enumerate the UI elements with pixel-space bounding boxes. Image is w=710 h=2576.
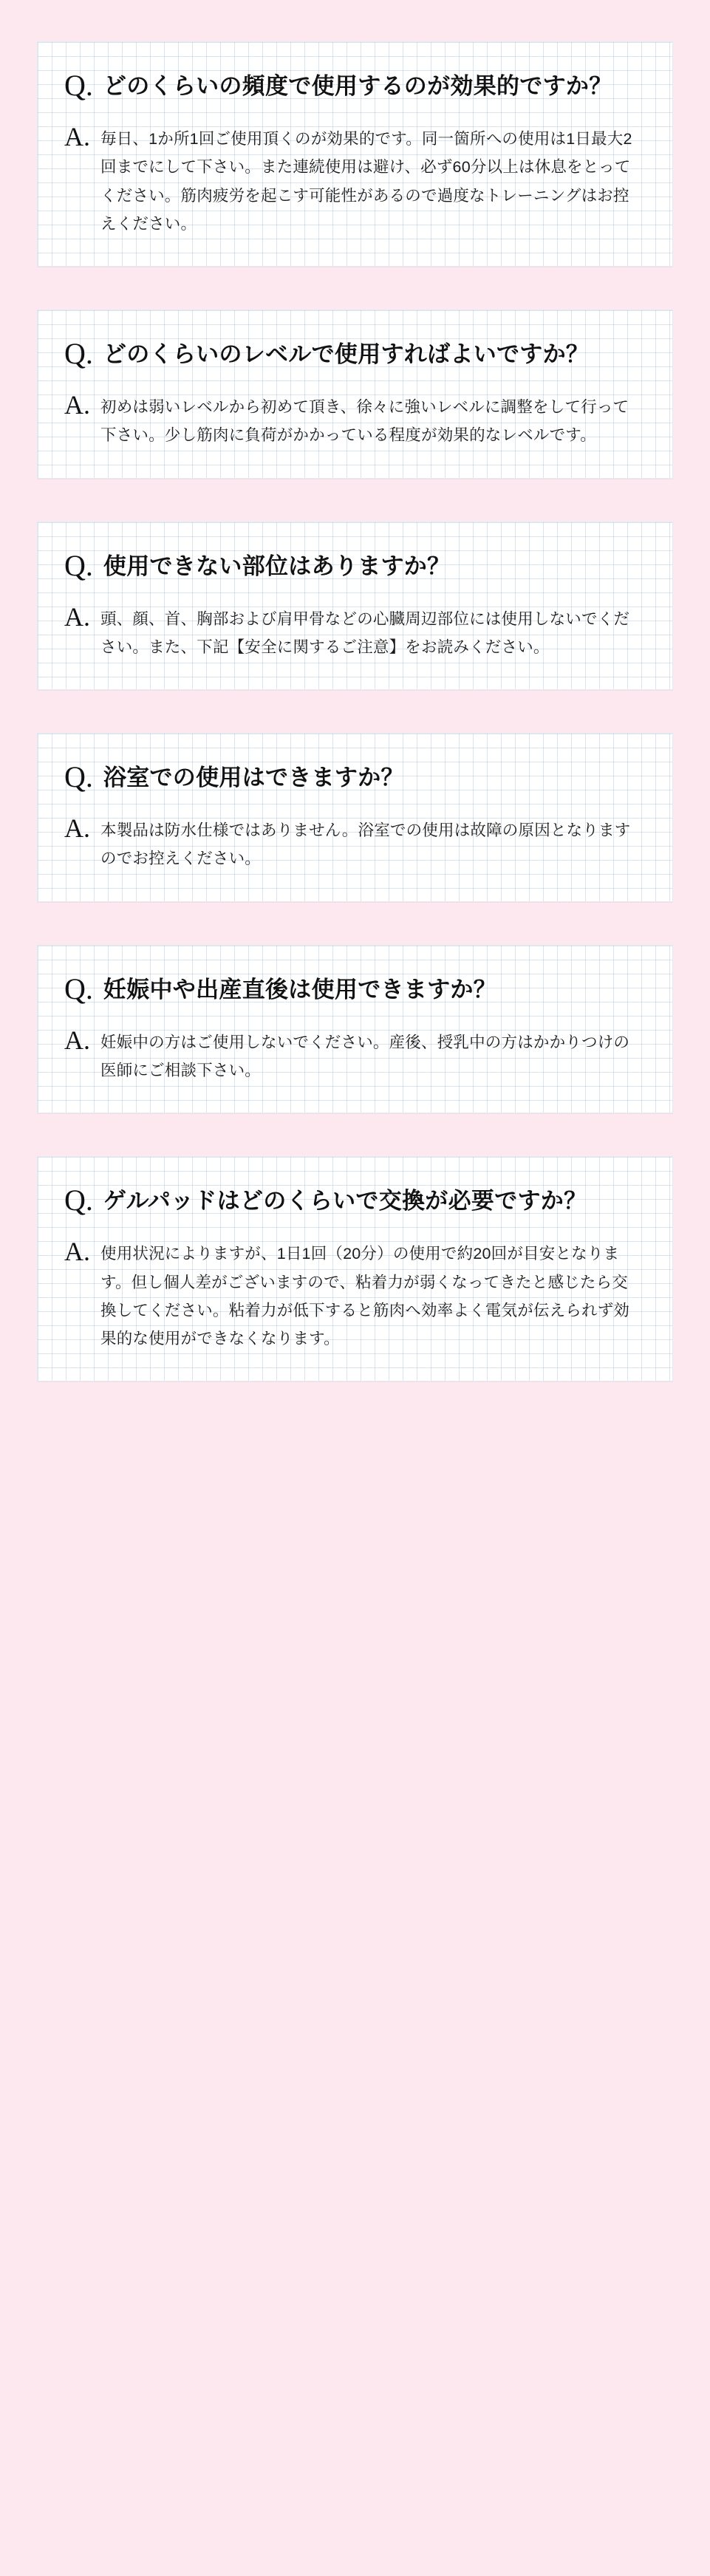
answer-marker: A. <box>64 390 90 420</box>
question-marker: Q. <box>64 69 93 102</box>
question-marker: Q. <box>64 337 93 371</box>
faq-item <box>37 945 673 1114</box>
question-text: 妊娠中や出産直後は使用できますか？ <box>103 976 496 1002</box>
faq-item <box>37 733 673 902</box>
question-marker: Q. <box>64 1183 93 1217</box>
answer-text: 初めは弱いレベルから初めて頂き、徐々に強いレベルに調整をして行って下さい。少し筋肉に負荷がかかっている程度が効果的なレベルです。 <box>100 398 629 445</box>
answer-text: 使用状況によりますが、1日1回（20分）の使用で約20回が目安となります。但し個人差がございますので、粘着力が弱くなってきたと感じたら交換してください。粘着力が低下すると筋肉へ効率よく電気が伝えられず効果的な使用ができなくなります。 <box>100 1245 630 1348</box>
answer-marker: A. <box>64 1025 90 1055</box>
answer-text: 頭、顔、首、胸部および肩甲骨などの心臓周辺部位には使用しないでください。また、下記【安全に関するご注意】をお読みください。 <box>100 609 630 656</box>
answer-text: 毎日、1か所1回ご使用頂くのが効果的です。同一箇所への使用は1日最大2回までにして下さい。また連続使用は避け、必ず60分以上は休息をとってください。筋肉疲労を起こす可能性があるので過度なトレーニングはお控えください。 <box>100 130 632 233</box>
question-marker: Q. <box>64 548 93 582</box>
faq-list <box>37 41 673 1381</box>
faq-item <box>37 1156 673 1381</box>
answer-row <box>64 120 643 238</box>
question-row <box>64 759 643 794</box>
question-row <box>64 971 643 1006</box>
answer-text: 本製品は防水仕様ではありません。浴室での使用は故障の原因となりますのでお控えください。 <box>100 821 631 868</box>
answer-marker: A. <box>64 122 90 152</box>
question-row <box>64 335 643 371</box>
question-text: 使用できない部位はありますか？ <box>103 553 451 579</box>
question-row <box>64 67 643 103</box>
answer-text: 妊娠中の方はご使用しないでください。産後、授乳中の方はかかりつけの医師にご相談下さい。 <box>100 1033 630 1079</box>
faq-item <box>37 310 673 479</box>
faq-item <box>37 522 673 691</box>
question-marker: Q. <box>64 760 93 794</box>
answer-row <box>64 812 643 873</box>
question-text: どのくらいのレベルで使用すればよいですか？ <box>103 341 590 368</box>
answer-marker: A. <box>64 813 90 844</box>
answer-row <box>64 389 643 450</box>
answer-marker: A. <box>64 1237 90 1267</box>
question-text: ゲルパッドはどのくらいで交換が必要ですか？ <box>103 1188 587 1214</box>
answer-row <box>64 1235 643 1353</box>
faq-item <box>37 41 673 267</box>
question-marker: Q. <box>64 971 93 1005</box>
answer-marker: A. <box>64 601 90 632</box>
answer-row <box>64 1024 643 1085</box>
question-text: どのくらいの頻度で使用するのが効果的ですか？ <box>103 73 612 99</box>
question-row <box>64 1182 643 1217</box>
question-text: 浴室での使用はできますか？ <box>103 765 404 791</box>
answer-row <box>64 601 643 662</box>
question-row <box>64 547 643 583</box>
